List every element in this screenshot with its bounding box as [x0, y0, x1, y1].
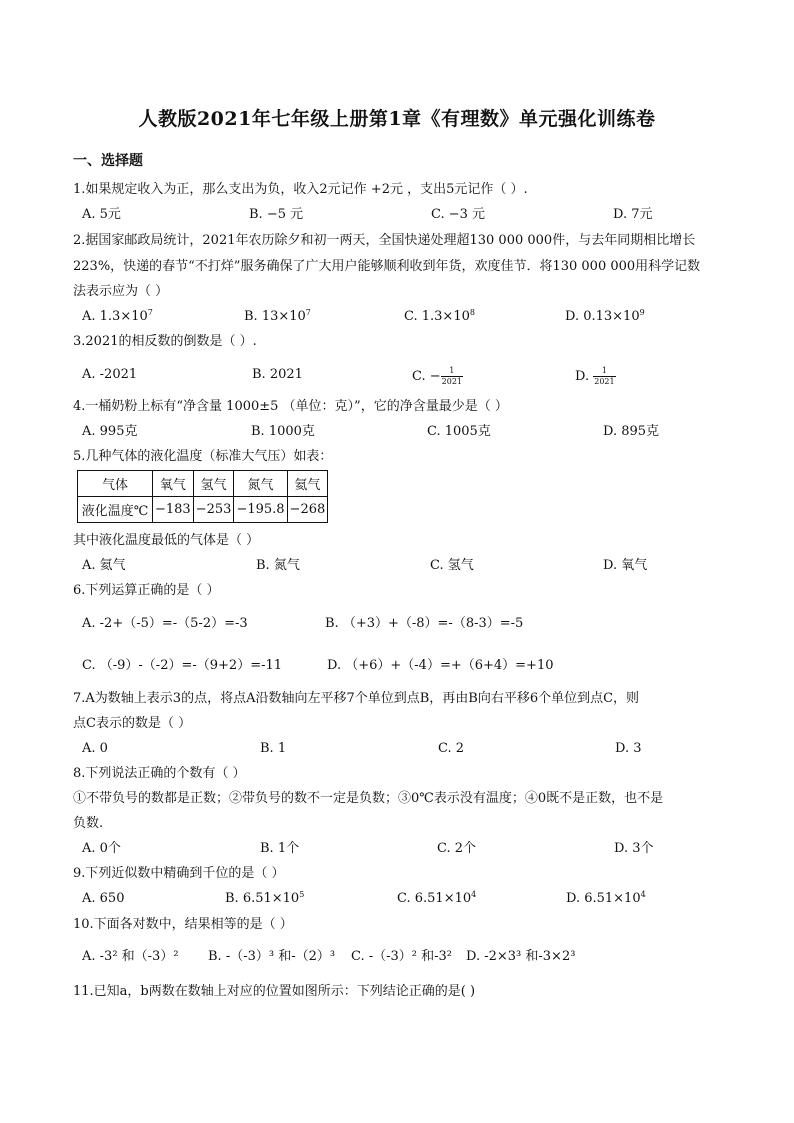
q1-option-a: A. 5元 — [82, 207, 121, 222]
gas-table-cell: 气体 — [78, 471, 153, 497]
q10-option-a: A. -3² 和（-3）² — [82, 949, 179, 964]
q2-option-b: B. $13\times 10^7$ — [244, 308, 311, 324]
q3-option-a: A. -2021 — [82, 367, 138, 382]
q8-stem: 8.下列说法正确的个数有（ ） — [73, 766, 246, 781]
q6-option-d: D. （+6）+（-4）=+（6+4）=+10 — [327, 658, 554, 673]
q5-stem: 5.几种气体的液化温度（标准大气压）如表： — [73, 449, 333, 464]
q6-stem: 6.下列运算正确的是（ ） — [73, 583, 220, 598]
q9-stem: 9.下列近似数中精确到千位的是（ ） — [73, 866, 285, 881]
q4-option-c: C. 1005克 — [427, 424, 491, 439]
q9-option-c: C. $6.51\times 10^4$ — [397, 890, 477, 906]
q4-option-a: A. 995克 — [82, 424, 138, 439]
q6-option-b: B. （+3）+（-8）=-（8-3）=-5 — [325, 616, 524, 631]
gas-table-cell: −253 — [193, 497, 234, 523]
q2-option-a: A. $1.3\times 10^7$ — [82, 308, 153, 324]
q8-option-d: D. 3个 — [614, 841, 654, 856]
q3-option-c: C. − $\frac{1}{2021}$ — [412, 366, 462, 386]
q4-option-b: B. 1000克 — [251, 424, 315, 439]
q7-stem-line2: 点C表示的数是（ ） — [73, 716, 192, 731]
q10-option-c: C. -（-3）² 和-3² — [351, 949, 453, 964]
gas-table-cell: 氦气 — [287, 471, 328, 497]
q2-option-d: D. $0.13\times 10^9$ — [565, 308, 645, 324]
q5-question: 其中液化温度最低的气体是（ ） — [73, 533, 260, 548]
gas-table-cell: −268 — [287, 497, 328, 523]
q8-option-b: B. 1个 — [260, 841, 300, 856]
q1-stem: 1.如果规定收入为正，那么支出为负，收入2元记作 +2元 ，支出5元记作（ ）. — [73, 182, 528, 197]
gas-table-cell: 氧气 — [153, 471, 194, 497]
gas-table-cell: 氢气 — [193, 471, 234, 497]
q7-option-b: B. 1 — [260, 741, 287, 756]
q1-option-b: B. −5 元 — [249, 207, 304, 222]
gas-table-cell: −183 — [153, 497, 194, 523]
q3-stem: 3.2021的相反数的倒数是（ ）. — [73, 334, 257, 349]
q8-statements-line1: ①不带负号的数都是正数；②带负号的数不一定是负数；③0℃表示没有温度；④0既不是正数，也不是 — [73, 791, 664, 806]
q4-option-d: D. 895克 — [603, 424, 660, 439]
q5-option-b: B. 氮气 — [256, 558, 300, 573]
gas-table — [77, 470, 328, 523]
q8-option-c: C. 2个 — [437, 841, 477, 856]
q2-option-c: C. $1.3\times 10^8$ — [404, 308, 475, 324]
q9-option-b: B. $6.51\times 10^5$ — [225, 890, 305, 906]
q9-option-d: D. $6.51\times 10^4$ — [566, 890, 646, 906]
q6-option-c: C. （-9）-（-2）=-（9+2）=-11 — [82, 658, 283, 673]
q8-statements-line2: 负数. — [73, 816, 104, 831]
q6-option-a: A. -2+（-5）=-（5-2）=-3 — [82, 616, 248, 631]
q7-option-c: C. 2 — [438, 741, 465, 756]
gas-table-cell: 液化温度℃ — [78, 497, 153, 523]
gas-table-header-row — [78, 471, 328, 497]
q4-stem: 4.一桶奶粉上标有“净含量 1000±5 （单位：克）”，它的净含量最少是（ ） — [73, 399, 508, 414]
gas-table-data-row — [78, 497, 328, 523]
q3-option-c-fraction: $\frac{1}{2021}$ — [441, 366, 462, 386]
q3-option-d: D. $\frac{1}{2021}$ — [575, 366, 615, 386]
q5-option-c: C. 氢气 — [430, 558, 474, 573]
gas-table-cell: −195.8 — [234, 497, 287, 523]
q1-option-d: D. 7元 — [613, 207, 653, 222]
q3-option-b: B. 2021 — [252, 367, 303, 382]
q2-stem-line1: 2.据国家邮政局统计，2021年农历除夕和初一两天，全国快递处理超130 000 000件，与去年同期相比增长 — [73, 233, 696, 248]
q10-option-b: B. -（-3）³ 和-（2）³ — [208, 949, 336, 964]
q7-option-d: D. 3 — [615, 741, 642, 756]
q1-option-c: C. −3 元 — [431, 207, 486, 222]
q3-option-d-fraction: $\frac{1}{2021}$ — [594, 366, 615, 386]
q5-option-d: D. 氧气 — [603, 558, 648, 573]
q5-option-a: A. 氦气 — [82, 558, 126, 573]
q9-option-a: A. 650 — [82, 891, 125, 906]
q7-option-a: A. 0 — [82, 741, 108, 756]
q2-stem-line3: 法表示应为（ ） — [73, 284, 169, 299]
exam-title: 人教版2021年七年级上册第1章《有理数》单元强化训练卷 — [138, 108, 656, 130]
q10-stem: 10.下面各对数中，结果相等的是（ ） — [73, 917, 293, 932]
q7-stem-line1: 7.A为数轴上表示3的点，将点A沿数轴向左平移7个单位到点B，再由B向右平移6个单位到点C，则 — [73, 691, 640, 706]
gas-table-cell: 氮气 — [234, 471, 287, 497]
q10-option-d: D. -2×3³ 和-3×2³ — [466, 949, 576, 964]
section-heading: 一、选择题 — [73, 153, 143, 169]
q8-option-a: A. 0个 — [82, 841, 121, 856]
q11-stem: 11.已知a，b两数在数轴上对应的位置如图所示：下列结论正确的是( ) — [73, 984, 476, 999]
q2-stem-line2: 223%，快递的春节“不打烊”服务确保了广大用户能够顺利收到年货，欢度佳节．将130 000 000用科学记数 — [73, 259, 701, 274]
